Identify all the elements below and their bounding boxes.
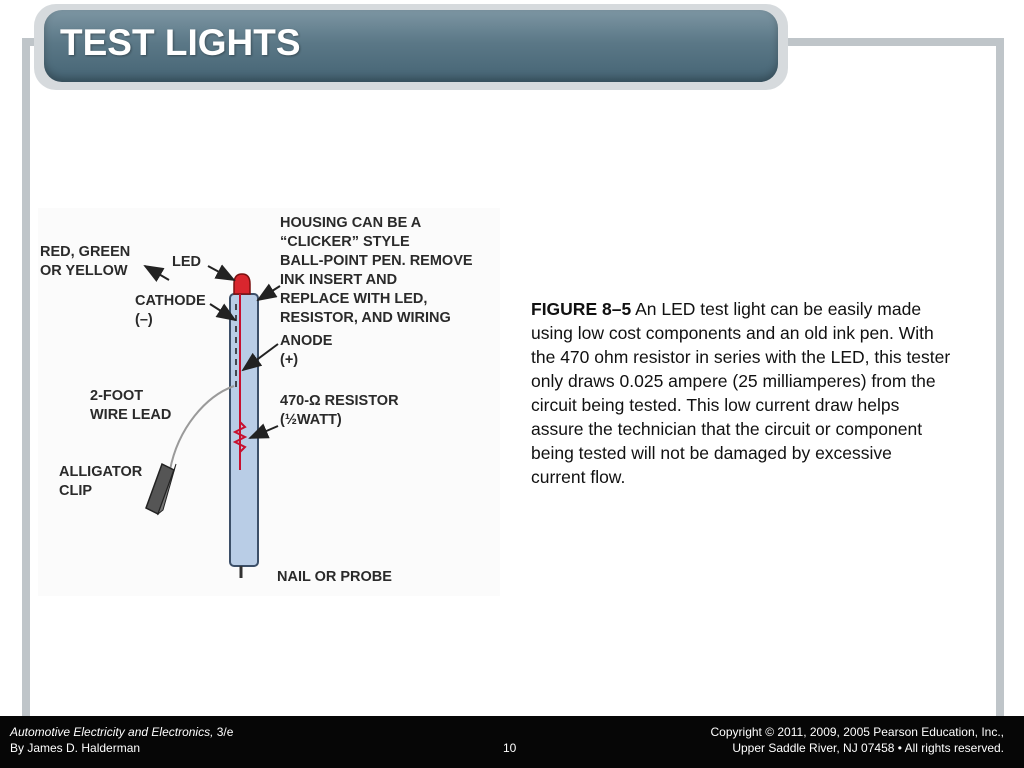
label-nail-probe: NAIL OR PROBE xyxy=(277,569,392,585)
figure-caption xyxy=(531,297,951,489)
slide-title: TEST LIGHTS xyxy=(60,22,301,63)
slide-frame-left xyxy=(22,38,30,716)
book-title: Automotive Electricity and Electronics, xyxy=(10,725,214,739)
label-wire-lead: 2-FOOT WIRE LEAD xyxy=(90,388,172,423)
led-bulb xyxy=(234,274,250,294)
arrow-housing xyxy=(258,286,280,300)
label-anode: ANODE (+) xyxy=(280,333,333,368)
figure-reference: FIGURE 8–5 xyxy=(531,299,632,319)
led-test-light-figure xyxy=(38,208,500,596)
wire-lead xyxy=(170,386,234,470)
alligator-clip xyxy=(146,464,176,514)
caption-text: An LED test light can be easily made using low cost components and an old ink pen. With the 470 ohm resistor in series with the LED, this tester only draws 0.025 ampere (25 milliamperes) from the circuit being tested. This low current draw helps assure the technician that the circuit or component being tested will not be damaged by excessive current flow. xyxy=(531,299,951,487)
footer-book-title xyxy=(10,725,233,739)
label-cathode: CATHODE (–) xyxy=(135,293,206,328)
label-led: LED xyxy=(172,254,201,270)
label-alligator-clip: ALLIGATOR CLIP xyxy=(59,464,143,499)
label-housing: HOUSING CAN BE A “CLICKER” STYLE BALL-POINT PEN. REMOVE INK INSERT AND REPLACE WITH LED, RESISTOR, AND WIRING xyxy=(280,215,473,326)
footer-bar xyxy=(0,716,1024,768)
label-resistor: 470-Ω RESISTOR (½WATT) xyxy=(280,393,399,428)
label-red-green: RED, GREEN OR YELLOW xyxy=(40,244,131,279)
page-number: 10 xyxy=(503,741,517,755)
copyright-line-2: Upper Saddle River, NJ 07458 • All rights reserved. xyxy=(732,741,1004,755)
footer-author: By James D. Halderman xyxy=(10,741,141,755)
slide-frame-right xyxy=(996,38,1004,716)
pen-body xyxy=(230,294,258,566)
arrow-red-green xyxy=(145,266,169,280)
arrow-led xyxy=(208,266,234,280)
copyright-line-1: Copyright © 2011, 2009, 2005 Pearson Education, Inc., xyxy=(710,725,1004,739)
book-edition: 3/e xyxy=(213,725,234,739)
